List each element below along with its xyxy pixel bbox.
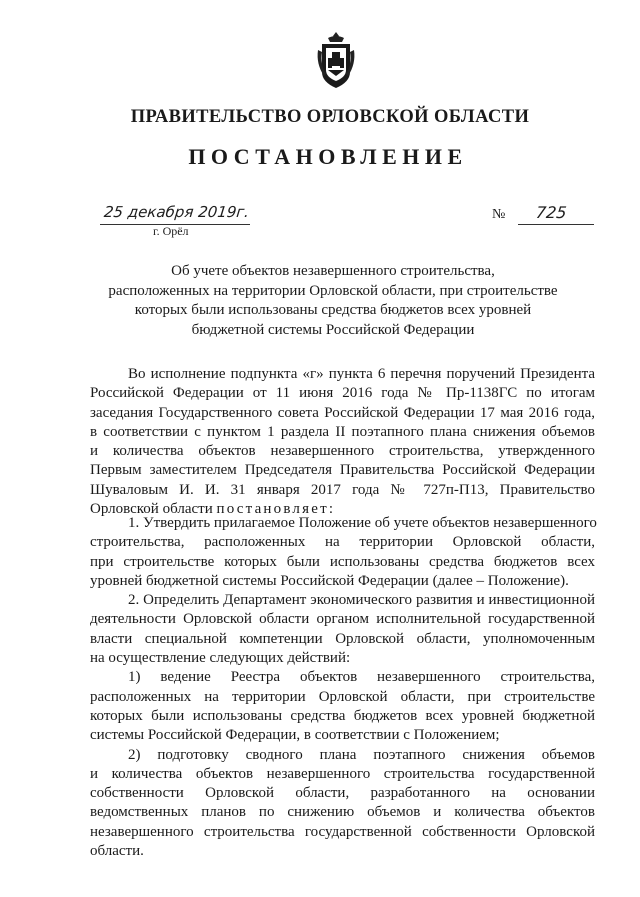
item-line: собственности Орловской области, разработанного на основании — [90, 785, 595, 802]
preamble-paragraph — [90, 365, 595, 519]
document-number: 725 — [535, 203, 568, 222]
item-line: 1) ведение Реестра объектов незавершенного строительства, — [128, 669, 595, 686]
subject-line: которых были использованы средства бюджетов всех уровней — [134, 302, 532, 318]
item-line: 2. Определить Департамент экономического развития и инвестиционной — [128, 592, 595, 609]
item-line: которых были использованы средства бюджетов всех уровней бюджетной — [90, 707, 595, 724]
item-line: власти специальной компетенции Орловской области, уполномоченным — [90, 630, 595, 647]
number-sign: № — [492, 207, 506, 222]
subject-line: Об учете объектов незавершенного строительства, — [171, 263, 495, 279]
item-line: 2) подготовку сводного плана поэтапного снижения объемов — [128, 746, 595, 763]
item-line: расположенных на территории Орловской области, при строительстве — [90, 688, 595, 705]
item-line: уровней бюджетной системы Российской Федерации (далее – Положение). — [90, 572, 569, 589]
resolve-keyword: постановляет: — [216, 501, 336, 518]
item-line: деятельности Орловской области органом исполнительной государственной — [90, 611, 595, 628]
preamble-line: и количества объектов незавершенного строительства, утвержденного — [90, 443, 595, 460]
item-line: на осуществление следующих действий: — [90, 650, 351, 667]
item-line: 1. Утвердить прилагаемое Положение об учете объектов незавершенного — [128, 515, 597, 531]
preamble-line: Шуваловым И. И. 31 января 2017 года № 727п-П13, Правительство — [90, 481, 595, 498]
item-line: незавершенного строительства государственной собственности Орловской — [90, 823, 595, 840]
subject-line: расположенных на территории Орловской области, при строительстве — [108, 282, 558, 299]
resolution-items — [90, 514, 595, 861]
preamble-line: Российской Федерации от 11 июня 2016 года № Пр-1138ГС по итогам — [90, 385, 595, 402]
subject-line: бюджетной системы Российской Федерации — [191, 321, 475, 338]
item-line: при строительстве которых были использованы средства бюджетов всех — [90, 553, 595, 570]
preamble-line: заседания Государственного совета Российской Федерации 17 мая 2016 года, — [90, 404, 595, 421]
item-line: строительства, расположенных на территории Орловской области, — [90, 534, 595, 551]
coat-of-arms-emblem — [316, 30, 356, 92]
document-date: 25 декабря 2019г. — [103, 203, 251, 221]
document-type-title: ПОСТАНОВЛЕНИЕ — [188, 144, 468, 169]
item-line: ведомственных планов по снижению объемов и количества объектов — [90, 804, 595, 821]
preamble-line: в соответствии с пунктом 1 раздела II поэтапного плана снижения объемов — [90, 423, 595, 440]
item-line: системы Российской Федерации, в соответствии с Положением; — [90, 727, 500, 744]
item-line: области. — [90, 843, 144, 860]
preamble-line: Первым заместителем Председателя Правительства Российской Федерации — [90, 462, 595, 479]
preamble-line: Орловской области — [90, 501, 213, 518]
preamble-line: Во исполнение подпункта «г» пункта 6 перечня поручений Президента — [128, 366, 595, 382]
item-line: и количества объектов незавершенного строительства государственной — [90, 765, 595, 782]
government-title: ПРАВИТЕЛЬСТВО ОРЛОВСКОЙ ОБЛАСТИ — [130, 107, 530, 127]
document-subject — [90, 262, 576, 340]
city-label: г. Орёл — [153, 224, 189, 238]
